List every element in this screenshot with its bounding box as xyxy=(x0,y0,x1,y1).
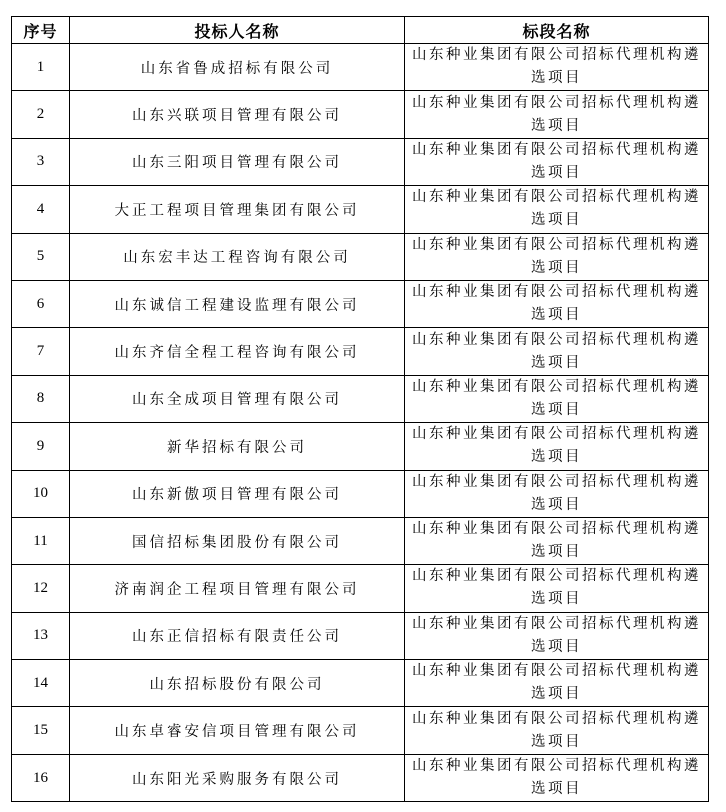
table-row xyxy=(12,707,709,754)
table-row xyxy=(12,517,709,564)
section-name: 山东种业集团有限公司招标代理机构遴选项目 xyxy=(405,186,709,233)
bidder-name: 山东省鲁成招标有限公司 xyxy=(70,44,405,91)
section-name: 山东种业集团有限公司招标代理机构遴选项目 xyxy=(405,517,709,564)
section-name: 山东种业集团有限公司招标代理机构遴选项目 xyxy=(405,328,709,375)
bidder-name: 大正工程项目管理集团有限公司 xyxy=(70,186,405,233)
table-row xyxy=(12,375,709,422)
bidder-name: 山东全成项目管理有限公司 xyxy=(70,375,405,422)
section-name: 山东种业集团有限公司招标代理机构遴选项目 xyxy=(405,91,709,138)
row-index: 7 xyxy=(12,328,70,375)
table-row xyxy=(12,565,709,612)
row-index: 10 xyxy=(12,470,70,517)
bidders-table xyxy=(11,16,709,802)
bidder-name: 山东卓睿安信项目管理有限公司 xyxy=(70,707,405,754)
header-section-name: 标段名称 xyxy=(405,17,709,44)
section-name: 山东种业集团有限公司招标代理机构遴选项目 xyxy=(405,280,709,327)
table-row xyxy=(12,423,709,470)
section-name: 山东种业集团有限公司招标代理机构遴选项目 xyxy=(405,565,709,612)
row-index: 9 xyxy=(12,423,70,470)
table-row xyxy=(12,44,709,91)
bidder-name: 山东新傲项目管理有限公司 xyxy=(70,470,405,517)
row-index: 6 xyxy=(12,280,70,327)
header-row xyxy=(12,17,709,44)
row-index: 11 xyxy=(12,517,70,564)
table-row xyxy=(12,233,709,280)
row-index: 4 xyxy=(12,186,70,233)
row-index: 16 xyxy=(12,754,70,801)
bidder-name: 国信招标集团股份有限公司 xyxy=(70,517,405,564)
table-row xyxy=(12,280,709,327)
bidder-name: 山东招标股份有限公司 xyxy=(70,660,405,707)
row-index: 13 xyxy=(12,612,70,659)
table-row xyxy=(12,328,709,375)
row-index: 5 xyxy=(12,233,70,280)
bidder-name: 山东齐信全程工程咨询有限公司 xyxy=(70,328,405,375)
section-name: 山东种业集团有限公司招标代理机构遴选项目 xyxy=(405,612,709,659)
bidder-name: 新华招标有限公司 xyxy=(70,423,405,470)
bidder-name: 山东兴联项目管理有限公司 xyxy=(70,91,405,138)
bidder-name: 山东三阳项目管理有限公司 xyxy=(70,138,405,185)
section-name: 山东种业集团有限公司招标代理机构遴选项目 xyxy=(405,423,709,470)
bidder-name: 济南润企工程项目管理有限公司 xyxy=(70,565,405,612)
table-row xyxy=(12,754,709,801)
section-name: 山东种业集团有限公司招标代理机构遴选项目 xyxy=(405,754,709,801)
bidder-name: 山东阳光采购服务有限公司 xyxy=(70,754,405,801)
section-name: 山东种业集团有限公司招标代理机构遴选项目 xyxy=(405,44,709,91)
table-row xyxy=(12,91,709,138)
bidder-name: 山东宏丰达工程咨询有限公司 xyxy=(70,233,405,280)
section-name: 山东种业集团有限公司招标代理机构遴选项目 xyxy=(405,233,709,280)
section-name: 山东种业集团有限公司招标代理机构遴选项目 xyxy=(405,375,709,422)
bidder-name: 山东正信招标有限责任公司 xyxy=(70,612,405,659)
table-row xyxy=(12,470,709,517)
section-name: 山东种业集团有限公司招标代理机构遴选项目 xyxy=(405,470,709,517)
table-body xyxy=(12,44,709,802)
header-bidder-name: 投标人名称 xyxy=(70,17,405,44)
row-index: 8 xyxy=(12,375,70,422)
row-index: 2 xyxy=(12,91,70,138)
bidder-name: 山东诚信工程建设监理有限公司 xyxy=(70,280,405,327)
row-index: 15 xyxy=(12,707,70,754)
section-name: 山东种业集团有限公司招标代理机构遴选项目 xyxy=(405,660,709,707)
table-row xyxy=(12,612,709,659)
row-index: 1 xyxy=(12,44,70,91)
row-index: 14 xyxy=(12,660,70,707)
section-name: 山东种业集团有限公司招标代理机构遴选项目 xyxy=(405,707,709,754)
table-row xyxy=(12,138,709,185)
row-index: 12 xyxy=(12,565,70,612)
table-header xyxy=(12,17,709,44)
section-name: 山东种业集团有限公司招标代理机构遴选项目 xyxy=(405,138,709,185)
header-index: 序号 xyxy=(12,17,70,44)
table-row xyxy=(12,186,709,233)
table-row xyxy=(12,660,709,707)
row-index: 3 xyxy=(12,138,70,185)
